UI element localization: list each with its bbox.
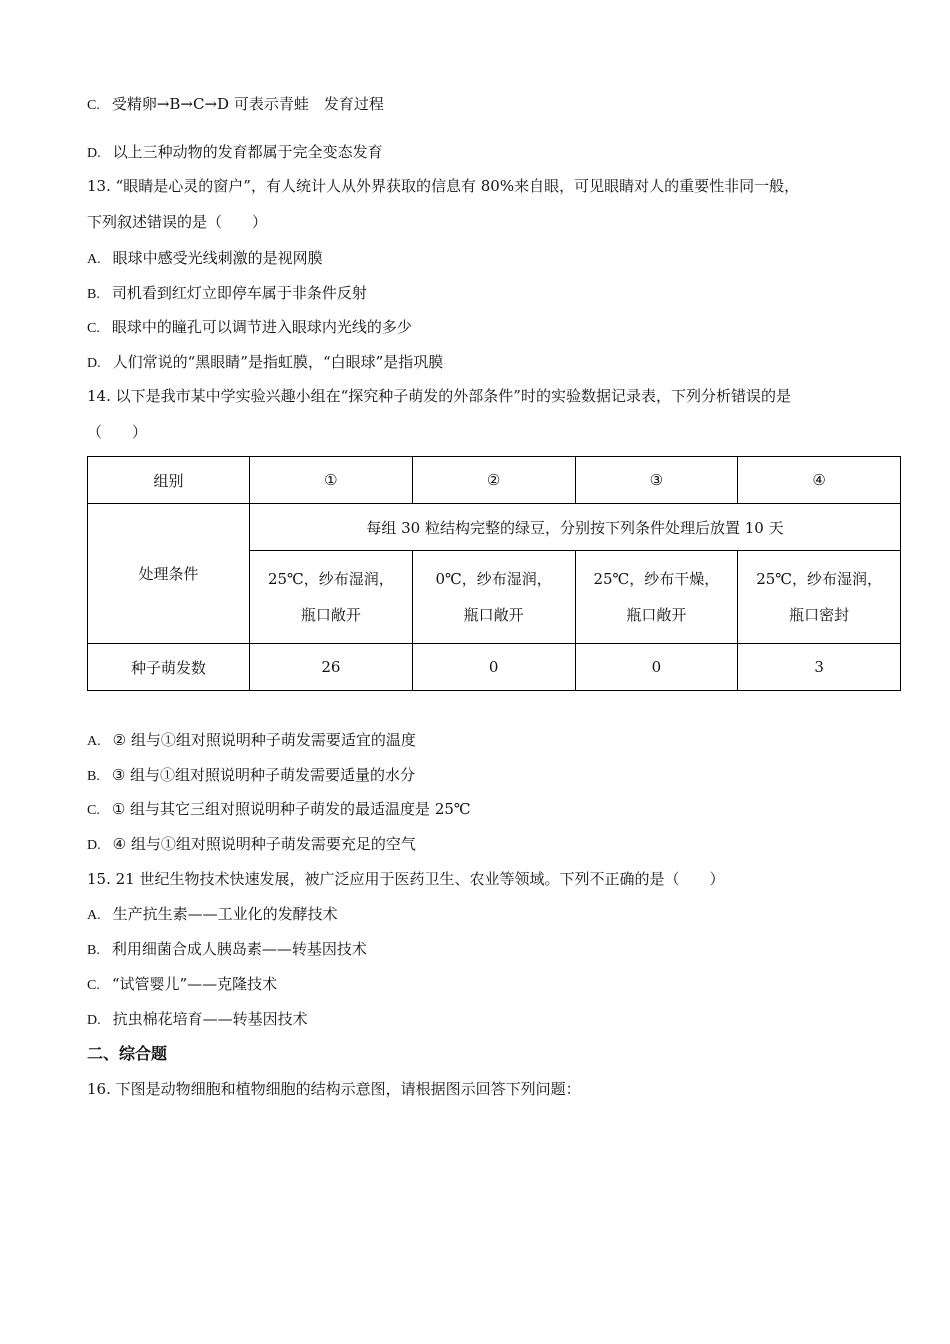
condition-cell: 25℃，纱布湿润， 瓶口敞开: [250, 551, 413, 644]
q14-option-d: D. ④ 组与①组对照说明种子萌发需要充足的空气: [87, 835, 416, 853]
q15-option-a: A. 生产抗生素——工业化的发酵技术: [87, 905, 338, 923]
condition-cell: 25℃，纱布干燥， 瓶口敞开: [575, 551, 738, 644]
condition-cell: 25℃，纱布湿润， 瓶口密封: [738, 551, 901, 644]
treatment-label-cell: 处理条件: [88, 504, 250, 644]
q16-stem: 16. 下图是动物细胞和植物细胞的结构示意图，请根据图示回答下列问题：: [87, 1080, 581, 1098]
header-cell: ①: [250, 457, 413, 504]
table-header-row: [88, 457, 901, 504]
result-cell: 0: [412, 644, 575, 691]
header-cell: ④: [738, 457, 901, 504]
q12-option-c: C. 受精卵→B→C→D 可表示青蛙 发育过程: [87, 95, 384, 113]
header-cell: ②: [412, 457, 575, 504]
q15-option-b: B. 利用细菌合成人胰岛素——转基因技术: [87, 940, 367, 958]
condition-cell: 0℃，纱布湿润， 瓶口敞开: [412, 551, 575, 644]
q14-stem-line2: （ ）: [87, 423, 148, 441]
q13-stem-line2: 下列叙述错误的是（ ）: [87, 213, 268, 231]
result-label-cell: 种子萌发数: [88, 644, 250, 691]
result-cell: 3: [738, 644, 901, 691]
q15-option-c: C. “试管婴儿”——克隆技术: [87, 975, 278, 993]
q13-option-c: C. 眼球中的瞳孔可以调节进入眼球内光线的多少: [87, 318, 412, 336]
q14-stem-line1: 14. 以下是我市某中学实验兴趣小组在“探究种子萌发的外部条件”时的实验数据记录表，下列分析错误的是: [87, 387, 791, 405]
experiment-table: [87, 456, 901, 691]
q13-option-b: B. 司机看到红灯立即停车属于非条件反射: [87, 284, 367, 302]
treatment-common-cell: 每组 30 粒结构完整的绿豆，分别按下列条件处理后放置 10 天: [250, 504, 901, 551]
q12-option-d: D. 以上三种动物的发育都属于完全变态发育: [87, 143, 383, 161]
q13-option-d: D. 人们常说的“黑眼睛”是指虹膜，“白眼球”是指巩膜: [87, 353, 444, 371]
q14-option-b: B. ③ 组与①组对照说明种子萌发需要适量的水分: [87, 766, 416, 784]
treatment-common-row: [88, 504, 901, 551]
result-cell: 26: [250, 644, 413, 691]
q13-option-a: A. 眼球中感受光线刺激的是视网膜: [87, 249, 323, 267]
header-cell: ③: [575, 457, 738, 504]
q15-stem: 15. 21 世纪生物技术快速发展，被广泛应用于医药卫生、农业等领域。下列不正确的是（ ）: [87, 870, 725, 888]
q14-option-c: C. ① 组与其它三组对照说明种子萌发的最适温度是 25℃: [87, 800, 471, 818]
q13-stem-line1: 13. “眼睛是心灵的窗户”，有人统计人从外界获取的信息有 80%来自眼，可见眼睛对人的重要性非同一般，: [87, 177, 800, 195]
result-row: [88, 644, 901, 691]
result-cell: 0: [575, 644, 738, 691]
header-cell: 组别: [88, 457, 250, 504]
q14-option-a: A. ② 组与①组对照说明种子萌发需要适宜的温度: [87, 731, 416, 749]
q15-option-d: D. 抗虫棉花培育——转基因技术: [87, 1010, 308, 1028]
section-heading: 二、综合题: [87, 1044, 168, 1063]
